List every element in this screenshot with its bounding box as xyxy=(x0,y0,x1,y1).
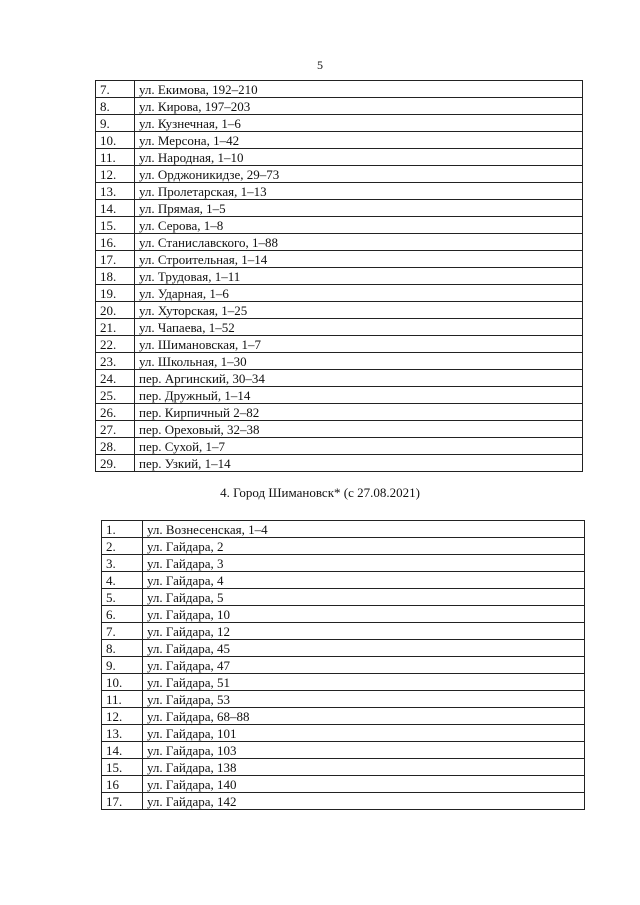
row-number: 17. xyxy=(96,251,135,268)
row-number: 3. xyxy=(102,555,143,572)
row-number: 2. xyxy=(102,538,143,555)
table-row xyxy=(96,98,583,115)
row-number: 19. xyxy=(96,285,135,302)
row-address: ул. Народная, 1–10 xyxy=(135,149,583,166)
row-address: ул. Шимановская, 1–7 xyxy=(135,336,583,353)
table-row xyxy=(102,555,585,572)
row-number: 24. xyxy=(96,370,135,387)
row-number: 27. xyxy=(96,421,135,438)
table-row xyxy=(96,370,583,387)
row-address: ул. Школьная, 1–30 xyxy=(135,353,583,370)
row-number: 16 xyxy=(102,776,143,793)
table-row xyxy=(96,268,583,285)
row-address: пер. Сухой, 1–7 xyxy=(135,438,583,455)
table-row xyxy=(96,353,583,370)
row-address: пер. Аргинский, 30–34 xyxy=(135,370,583,387)
table-row xyxy=(102,691,585,708)
row-address: ул. Гайдара, 53 xyxy=(143,691,585,708)
row-address: ул. Гайдара, 103 xyxy=(143,742,585,759)
row-address: ул. Гайдара, 5 xyxy=(143,589,585,606)
row-number: 16. xyxy=(96,234,135,251)
address-table-1 xyxy=(95,80,583,472)
row-number: 29. xyxy=(96,455,135,472)
row-address: ул. Гайдара, 140 xyxy=(143,776,585,793)
row-address: ул. Гайдара, 10 xyxy=(143,606,585,623)
row-number: 14. xyxy=(102,742,143,759)
table-row xyxy=(102,674,585,691)
row-address: ул. Гайдара, 138 xyxy=(143,759,585,776)
address-table-1-body xyxy=(96,81,583,472)
row-number: 12. xyxy=(96,166,135,183)
row-number: 14. xyxy=(96,200,135,217)
row-number: 11. xyxy=(96,149,135,166)
table-row xyxy=(96,387,583,404)
table-row xyxy=(102,589,585,606)
row-number: 4. xyxy=(102,572,143,589)
row-address: ул. Гайдара, 45 xyxy=(143,640,585,657)
table-row xyxy=(96,319,583,336)
page-number: 5 xyxy=(317,58,323,72)
table-row xyxy=(102,742,585,759)
row-address: пер. Ореховый, 32–38 xyxy=(135,421,583,438)
table-row xyxy=(96,81,583,98)
table-row xyxy=(96,200,583,217)
row-number: 12. xyxy=(102,708,143,725)
row-address: ул. Екимова, 192–210 xyxy=(135,81,583,98)
row-address: ул. Чапаева, 1–52 xyxy=(135,319,583,336)
row-number: 25. xyxy=(96,387,135,404)
row-address: ул. Пролетарская, 1–13 xyxy=(135,183,583,200)
row-number: 1. xyxy=(102,521,143,538)
table-row xyxy=(102,657,585,674)
row-number: 10. xyxy=(102,674,143,691)
row-number: 22. xyxy=(96,336,135,353)
row-number: 6. xyxy=(102,606,143,623)
row-address: пер. Дружный, 1–14 xyxy=(135,387,583,404)
row-number: 9. xyxy=(102,657,143,674)
row-number: 7. xyxy=(102,623,143,640)
row-address: ул. Кузнечная, 1–6 xyxy=(135,115,583,132)
row-number: 13. xyxy=(96,183,135,200)
row-address: ул. Гайдара, 4 xyxy=(143,572,585,589)
table-row xyxy=(102,538,585,555)
row-address: ул. Орджоникидзе, 29–73 xyxy=(135,166,583,183)
row-number: 26. xyxy=(96,404,135,421)
table-row xyxy=(96,438,583,455)
row-address: ул. Гайдара, 3 xyxy=(143,555,585,572)
row-address: ул. Вознесенская, 1–4 xyxy=(143,521,585,538)
row-address: ул. Кирова, 197–203 xyxy=(135,98,583,115)
row-number: 10. xyxy=(96,132,135,149)
table-row xyxy=(102,623,585,640)
row-number: 8. xyxy=(96,98,135,115)
table-row xyxy=(96,251,583,268)
table-row xyxy=(102,776,585,793)
row-address: ул. Серова, 1–8 xyxy=(135,217,583,234)
row-address: пер. Узкий, 1–14 xyxy=(135,455,583,472)
table-row xyxy=(102,708,585,725)
row-number: 21. xyxy=(96,319,135,336)
table-row xyxy=(96,234,583,251)
row-number: 15. xyxy=(96,217,135,234)
row-number: 13. xyxy=(102,725,143,742)
row-number: 15. xyxy=(102,759,143,776)
table-row xyxy=(96,404,583,421)
row-address: ул. Гайдара, 12 xyxy=(143,623,585,640)
row-address: ул. Хуторская, 1–25 xyxy=(135,302,583,319)
row-address: ул. Гайдара, 142 xyxy=(143,793,585,810)
address-table-2-body xyxy=(102,521,585,810)
table-row xyxy=(96,149,583,166)
row-address: ул. Гайдара, 51 xyxy=(143,674,585,691)
table-row xyxy=(102,572,585,589)
table-row xyxy=(96,421,583,438)
row-number: 11. xyxy=(102,691,143,708)
table-row xyxy=(96,217,583,234)
table-row xyxy=(96,336,583,353)
row-address: ул. Мерсона, 1–42 xyxy=(135,132,583,149)
table-row xyxy=(102,606,585,623)
table-row xyxy=(102,759,585,776)
row-address: ул. Гайдара, 68–88 xyxy=(143,708,585,725)
row-number: 23. xyxy=(96,353,135,370)
table-row xyxy=(96,166,583,183)
row-number: 8. xyxy=(102,640,143,657)
row-address: ул. Гайдара, 2 xyxy=(143,538,585,555)
table-row xyxy=(102,640,585,657)
row-number: 17. xyxy=(102,793,143,810)
row-address: ул. Прямая, 1–5 xyxy=(135,200,583,217)
table-row xyxy=(96,132,583,149)
row-address: ул. Станиславского, 1–88 xyxy=(135,234,583,251)
table-row xyxy=(96,285,583,302)
row-address: ул. Гайдара, 101 xyxy=(143,725,585,742)
row-address: ул. Ударная, 1–6 xyxy=(135,285,583,302)
table-row xyxy=(102,725,585,742)
row-address: ул. Гайдара, 47 xyxy=(143,657,585,674)
row-number: 7. xyxy=(96,81,135,98)
table-row xyxy=(96,183,583,200)
row-number: 18. xyxy=(96,268,135,285)
row-number: 9. xyxy=(96,115,135,132)
table-row xyxy=(102,521,585,538)
table-row xyxy=(96,455,583,472)
row-number: 20. xyxy=(96,302,135,319)
table-row xyxy=(96,115,583,132)
address-table-2 xyxy=(101,520,585,810)
table-row xyxy=(102,793,585,810)
row-address: ул. Трудовая, 1–11 xyxy=(135,268,583,285)
row-address: пер. Кирпичный 2–82 xyxy=(135,404,583,421)
row-number: 28. xyxy=(96,438,135,455)
section-heading: 4. Город Шимановск* (с 27.08.2021) xyxy=(220,485,420,500)
row-number: 5. xyxy=(102,589,143,606)
row-address: ул. Строительная, 1–14 xyxy=(135,251,583,268)
table-row xyxy=(96,302,583,319)
